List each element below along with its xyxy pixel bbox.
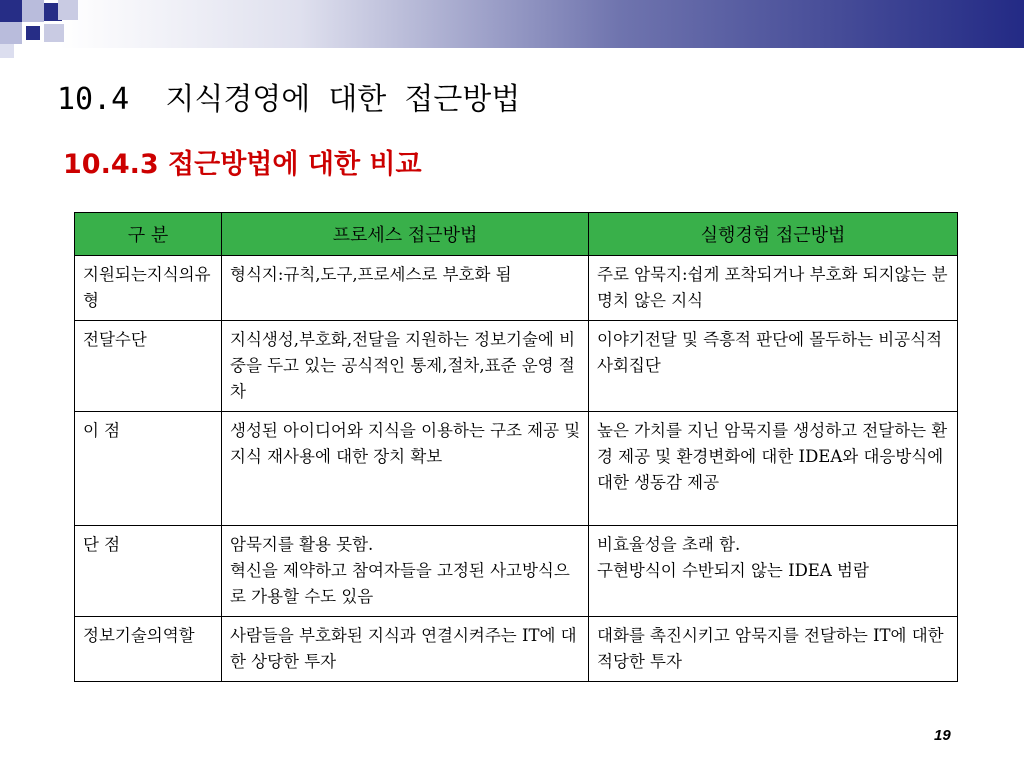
row-label: 지원되는지식의유형 bbox=[75, 256, 222, 321]
experience-cell: 높은 가치를 지닌 암묵지를 생성하고 전달하는 환경 제공 및 환경변화에 대한 IDEA와 대응방식에 대한 생동감 제공 bbox=[589, 412, 958, 526]
table-row bbox=[75, 526, 958, 617]
row-label: 전달수단 bbox=[75, 321, 222, 412]
process-cell: 생성된 아이디어와 지식을 이용하는 구조 제공 및 지식 재사용에 대한 장치 확보 bbox=[222, 412, 589, 526]
decorative-square-5 bbox=[58, 0, 78, 20]
table-header-row bbox=[75, 213, 958, 256]
slide-title: 10.4 지식경영에 대한 접근방법 bbox=[57, 82, 521, 117]
decorative-square-3 bbox=[0, 22, 22, 44]
table-row bbox=[75, 256, 958, 321]
decorative-square-8 bbox=[0, 44, 14, 58]
row-label: 단 점 bbox=[75, 526, 222, 617]
process-cell: 지식생성,부호화,전달을 지원하는 정보기술에 비중을 두고 있는 공식적인 통제,절차,표준 운영 절차 bbox=[222, 321, 589, 412]
table-row bbox=[75, 321, 958, 412]
title-bar-gradient-band bbox=[0, 0, 1024, 48]
comparison-table bbox=[74, 212, 958, 682]
header-process-approach: 프로세스 접근방법 bbox=[222, 213, 589, 256]
page-number: 19 bbox=[934, 727, 951, 744]
experience-cell: 대화를 촉진시키고 암묵지를 전달하는 IT에 대한 적당한 투자 bbox=[589, 617, 958, 682]
row-label: 이 점 bbox=[75, 412, 222, 526]
process-cell: 형식지:규칙,도구,프로세스로 부호화 됨 bbox=[222, 256, 589, 321]
experience-cell: 비효율성을 초래 함. 구현방식이 수반되지 않는 IDEA 범람 bbox=[589, 526, 958, 617]
experience-cell: 이야기전달 및 즉흥적 판단에 몰두하는 비공식적 사회집단 bbox=[589, 321, 958, 412]
decorative-square-6 bbox=[26, 26, 40, 40]
row-label: 정보기술의역할 bbox=[75, 617, 222, 682]
decorative-square-2 bbox=[22, 0, 44, 22]
decorative-square-7 bbox=[44, 24, 64, 42]
table-row bbox=[75, 412, 958, 526]
decorative-square-1 bbox=[0, 0, 22, 22]
slide-subtitle: 10.4.3 접근방법에 대한 비교 bbox=[63, 149, 422, 180]
header-category: 구 분 bbox=[75, 213, 222, 256]
header-experience-approach: 실행경험 접근방법 bbox=[589, 213, 958, 256]
table-row bbox=[75, 617, 958, 682]
process-cell: 사람들을 부호화된 지식과 연결시켜주는 IT에 대한 상당한 투자 bbox=[222, 617, 589, 682]
experience-cell: 주로 암묵지:쉽게 포착되거나 부호화 되지않는 분명치 않은 지식 bbox=[589, 256, 958, 321]
process-cell: 암묵지를 활용 못함. 혁신을 제약하고 참여자들을 고정된 사고방식으로 가용할 수도 있음 bbox=[222, 526, 589, 617]
